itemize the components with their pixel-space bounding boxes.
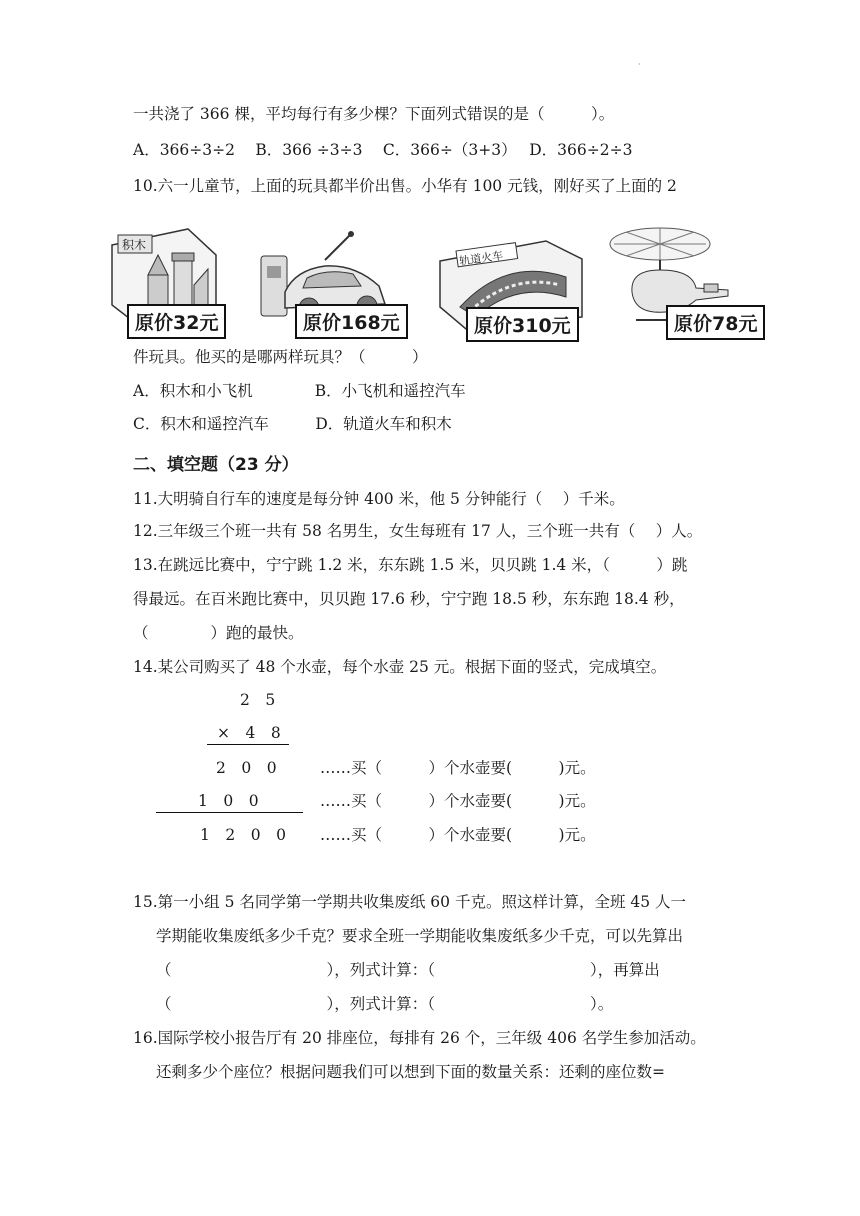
calc-multiplier-text: × 4 8 bbox=[207, 723, 289, 745]
q9-stem-continued: 一共浇了 366 棵，平均每行有多少棵？下面列式错误的是（ ）。 bbox=[133, 105, 615, 123]
blocks-price-tag: 原价32元 bbox=[127, 304, 226, 339]
q10-options-ab: A．积木和小飞机 B．小飞机和遥控汽车 bbox=[133, 382, 466, 400]
q14-stem: 14.某公司购买了 48 个水壶，每个水壶 25 元。根据下面的竖式，完成填空。 bbox=[133, 658, 667, 676]
q13-line1: 13.在跳远比赛中，宁宁跳 1.2 米，东东跳 1.5 米，贝贝跳 1.4 米，（ ）跳 bbox=[133, 556, 688, 574]
q10-stem-continued: 件玩具。他买的是哪两样玩具？（ ） bbox=[133, 348, 428, 366]
q10-stem: 10.六一儿童节，上面的玩具都半价出售。小华有 100 元钱，刚好买了上面的 2 bbox=[133, 177, 677, 195]
q16-line2: 还剩多少个座位？根据问题我们可以想到下面的数量关系：还剩的座位数= bbox=[156, 1063, 665, 1081]
q16-line1: 16.国际学校小报告厅有 20 排座位，每排有 26 个，三年级 406 名学生参加活动。 bbox=[133, 1029, 706, 1047]
q9-options: A．366÷3÷2 B．366 ÷3÷3 C．366÷（3+3） D．366÷2÷3 bbox=[133, 141, 633, 159]
helicopter-price-tag: 原价78元 bbox=[666, 305, 765, 340]
train-price-tag: 原价310元 bbox=[466, 307, 579, 342]
calc-row-multiplier bbox=[207, 723, 293, 745]
train-box-label: 轨道火车 bbox=[458, 248, 504, 268]
calc-partial-2-text: 1 0 0 bbox=[156, 791, 303, 813]
q12: 12.三年级三个班一共有 58 名男生，女生每班有 17 人，三个班一共有（ ）人。 bbox=[133, 522, 703, 540]
calc-row-product: 1 2 0 0 bbox=[200, 826, 286, 844]
q13-line2: 得最远。在百米跑比赛中，贝贝跑 17.6 秒，宁宁跑 18.5 秒，东东跑 18.4 秒， bbox=[133, 590, 685, 608]
q15-line1: 15.第一小组 5 名同学第一学期共收集废纸 60 千克。照这样计算，全班 45 人一 bbox=[133, 893, 687, 911]
calc-row-multiplicand: 2 5 bbox=[240, 691, 276, 709]
q15-line4: （ ），列式计算：（ ）。 bbox=[156, 995, 614, 1013]
blocks-box-label: 积木 bbox=[122, 238, 147, 252]
calc-row-partial-1: 2 0 0 bbox=[216, 759, 277, 777]
calc-note-3: ……买（ ）个水壶要( )元。 bbox=[320, 826, 596, 844]
calc-note-2: ……买（ ）个水壶要( )元。 bbox=[320, 792, 596, 810]
q13-line3: （ ）跑的最快。 bbox=[133, 624, 304, 642]
q10-options-cd: C．积木和遥控汽车 D．轨道火车和积木 bbox=[133, 415, 452, 433]
section-2-title: 二、填空题（23 分） bbox=[133, 455, 299, 475]
car-price-tag: 原价168元 bbox=[295, 304, 408, 339]
page-mark: · bbox=[638, 60, 641, 69]
calc-row-partial-2 bbox=[156, 791, 303, 813]
q15-line2: 学期能收集废纸多少千克？要求全班一学期能收集废纸多少千克，可以先算出 bbox=[156, 927, 684, 945]
q15-line3: （ ），列式计算：（ ），再算出 bbox=[156, 961, 660, 979]
calc-note-1: ……买（ ）个水壶要( )元。 bbox=[320, 759, 596, 777]
q11: 11.大明骑自行车的速度是每分钟 400 米，他 5 分钟能行（ ）千米。 bbox=[133, 490, 625, 508]
